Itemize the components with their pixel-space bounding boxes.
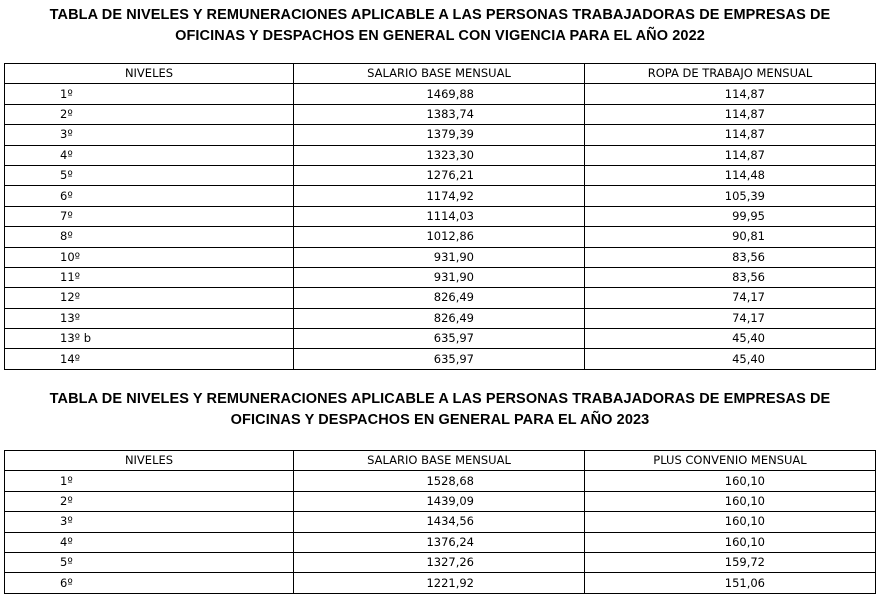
cell-extra: 159,72: [585, 552, 876, 572]
table-row: [5, 573, 876, 593]
table-row: [5, 227, 876, 247]
cell-extra: 90,81: [585, 227, 876, 247]
cell-nivel: 3º: [5, 512, 294, 532]
cell-nivel: 13º b: [5, 329, 294, 349]
cell-extra: 74,17: [585, 308, 876, 328]
table-row: [5, 84, 876, 104]
cell-extra: 160,10: [585, 471, 876, 491]
cell-salario-base: 1383,74: [294, 104, 585, 124]
cell-extra: 105,39: [585, 186, 876, 206]
table-row: [5, 247, 876, 267]
title-2022: [0, 5, 880, 47]
cell-salario-base: 826,49: [294, 288, 585, 308]
cell-salario-base: 1221,92: [294, 573, 585, 593]
table-row: [5, 308, 876, 328]
cell-nivel: 2º: [5, 104, 294, 124]
header-niveles: NIVELES: [5, 64, 294, 84]
salary-table-2022: [4, 63, 876, 370]
cell-nivel: 8º: [5, 227, 294, 247]
table-row: [5, 186, 876, 206]
cell-extra: 114,48: [585, 165, 876, 185]
cell-nivel: 5º: [5, 552, 294, 572]
table-row: [5, 125, 876, 145]
cell-nivel: 6º: [5, 186, 294, 206]
cell-salario-base: 1012,86: [294, 227, 585, 247]
cell-extra: 114,87: [585, 125, 876, 145]
cell-extra: 114,87: [585, 84, 876, 104]
salary-table-2023: [4, 450, 876, 594]
cell-salario-base: 1174,92: [294, 186, 585, 206]
header-niveles: NIVELES: [5, 451, 294, 471]
cell-salario-base: 1528,68: [294, 471, 585, 491]
cell-salario-base: 1323,30: [294, 145, 585, 165]
table-row: [5, 512, 876, 532]
header-ropa-trabajo: ROPA DE TRABAJO MENSUAL: [585, 64, 876, 84]
cell-nivel: 1º: [5, 471, 294, 491]
cell-extra: 74,17: [585, 288, 876, 308]
cell-extra: 83,56: [585, 247, 876, 267]
table-row: [5, 104, 876, 124]
cell-nivel: 2º: [5, 491, 294, 511]
cell-salario-base: 931,90: [294, 247, 585, 267]
table-row: [5, 491, 876, 511]
table-header-row: [5, 64, 876, 84]
cell-extra: 114,87: [585, 104, 876, 124]
cell-salario-base: 635,97: [294, 329, 585, 349]
table-row: [5, 471, 876, 491]
cell-nivel: 1º: [5, 84, 294, 104]
cell-salario-base: 1114,03: [294, 206, 585, 226]
title-2022-line2: OFICINAS Y DESPACHOS EN GENERAL CON VIGENCIA PARA EL AÑO 2022: [175, 28, 705, 44]
cell-nivel: 13º: [5, 308, 294, 328]
cell-salario-base: 1434,56: [294, 512, 585, 532]
cell-nivel: 11º: [5, 267, 294, 287]
cell-nivel: 4º: [5, 145, 294, 165]
cell-salario-base: 1376,24: [294, 532, 585, 552]
cell-extra: 45,40: [585, 329, 876, 349]
cell-extra: 45,40: [585, 349, 876, 369]
table-row: [5, 329, 876, 349]
cell-extra: 160,10: [585, 532, 876, 552]
table-row: [5, 552, 876, 572]
header-plus-convenio: PLUS CONVENIO MENSUAL: [585, 451, 876, 471]
cell-extra: 83,56: [585, 267, 876, 287]
table-header-row: [5, 451, 876, 471]
cell-nivel: 4º: [5, 532, 294, 552]
title-2023-line2: OFICINAS Y DESPACHOS EN GENERAL PARA EL AÑO 2023: [230, 412, 650, 428]
title-2023: [0, 389, 880, 431]
cell-salario-base: 1327,26: [294, 552, 585, 572]
table-row: [5, 532, 876, 552]
cell-extra: 160,10: [585, 491, 876, 511]
table-row: [5, 288, 876, 308]
table-row: [5, 206, 876, 226]
cell-nivel: 6º: [5, 573, 294, 593]
title-2023-line1: TABLA DE NIVELES Y REMUNERACIONES APLICABLE A LAS PERSONAS TRABAJADORAS DE EMPRESAS DE: [49, 391, 831, 407]
cell-nivel: 10º: [5, 247, 294, 267]
cell-extra: 160,10: [585, 512, 876, 532]
cell-nivel: 14º: [5, 349, 294, 369]
header-salario-base: SALARIO BASE MENSUAL: [294, 64, 585, 84]
cell-salario-base: 1379,39: [294, 125, 585, 145]
cell-nivel: 12º: [5, 288, 294, 308]
title-2022-line1: TABLA DE NIVELES Y REMUNERACIONES APLICABLE A LAS PERSONAS TRABAJADORAS DE EMPRESAS DE: [49, 7, 831, 23]
cell-nivel: 3º: [5, 125, 294, 145]
header-salario-base: SALARIO BASE MENSUAL: [294, 451, 585, 471]
cell-salario-base: 1439,09: [294, 491, 585, 511]
table-row: [5, 165, 876, 185]
cell-salario-base: 931,90: [294, 267, 585, 287]
cell-extra: 114,87: [585, 145, 876, 165]
cell-nivel: 7º: [5, 206, 294, 226]
cell-salario-base: 826,49: [294, 308, 585, 328]
cell-extra: 99,95: [585, 206, 876, 226]
cell-salario-base: 1276,21: [294, 165, 585, 185]
cell-extra: 151,06: [585, 573, 876, 593]
table-row: [5, 267, 876, 287]
table-row: [5, 145, 876, 165]
cell-salario-base: 635,97: [294, 349, 585, 369]
cell-salario-base: 1469,88: [294, 84, 585, 104]
table-row: [5, 349, 876, 369]
cell-nivel: 5º: [5, 165, 294, 185]
